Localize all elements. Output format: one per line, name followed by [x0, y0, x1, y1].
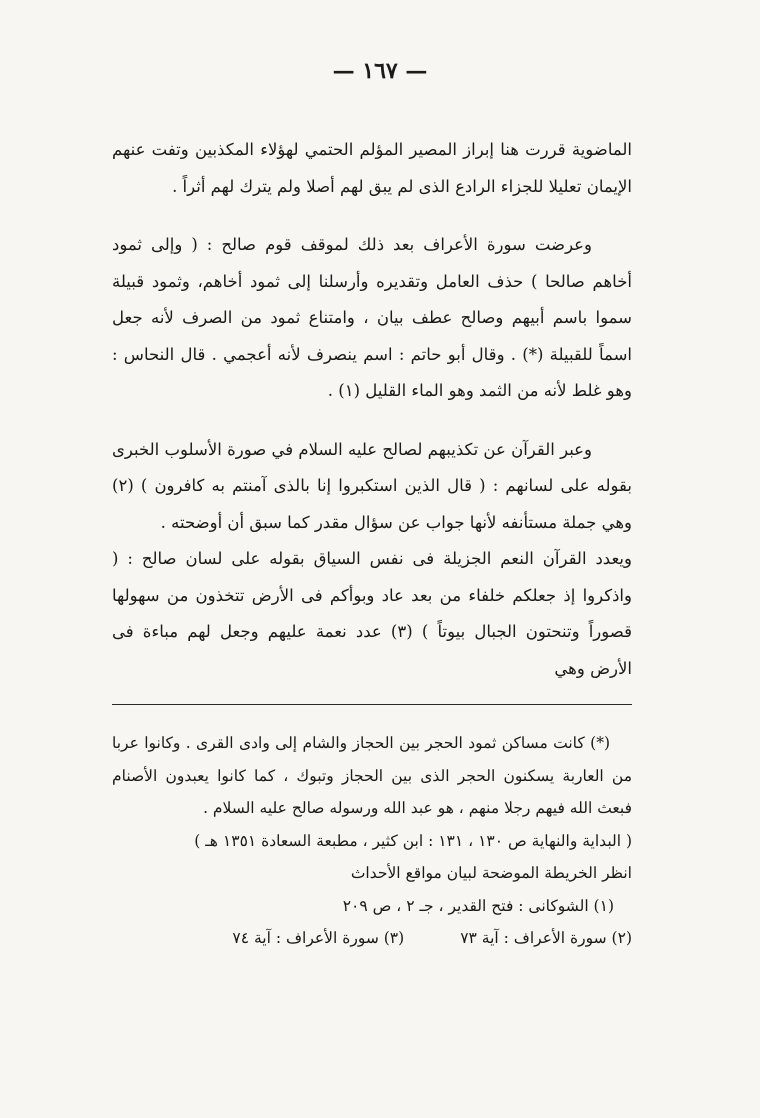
main-text [112, 132, 632, 687]
footnote-star: (*) كانت مساكن ثمود الحجر بين الحجاز والشام إلى وادى القرى . وكانوا عربا من العاربة يسكنون الحجر الذى بين الحجاز وتبوك ، كما كانوا يعبدون الأصنام فبعث الله فيهم رجلا منهم ، هو عبد الله ورسوله صالح عليه السلام . [112, 734, 632, 817]
paragraph-3: وعبر القرآن عن تكذيبهم لصالح عليه السلام في صورة الأسلوب الخبرى بقوله على لسانهم : ( قال الذين استكبروا إنا بالذى آمنتم به كافرون ) (٢) وهي جملة مستأنفه لأنها جواب عن سؤال مقدر كما سبق أن أوضحته . [112, 439, 632, 532]
footnote-2: (٢) سورة الأعراف : آية ٧٣ [460, 929, 632, 947]
paragraph-2: وعرضت سورة الأعراف بعد ذلك لموقف قوم صالح : ( وإلى ثمود أخاهم صالحا ) حذف العامل وتقديره وأرسلنا إلى ثمود أخاهم، وثمود قبيلة سموا باسم أبيهم وصالح عطف بيان ، وامتناع ثمود من الصرف لأنه جعل اسماً للقبيلة (*) . وقال أبو حاتم : اسم ينصرف لأنه أعجمي . قال النحاس : وهو غلط لأنه من الثمد وهو الماء القليل (١) . [112, 235, 632, 400]
footnote-divider [112, 704, 632, 705]
paragraph-1: الماضوية قررت هنا إبراز المصير المؤلم الحتمي لهؤلاء المكذبين وتفت عنهم الإيمان تعليلا للجزاء الرادع الذى لم يبق لهم أصلا ولم يترك لهم أثراً . [112, 140, 632, 196]
paragraph-4: ويعدد القرآن النعم الجزيلة فى نفس السياق بقوله على لسان صالح : ( واذكروا إذ جعلكم خلفاء من بعد عاد وبوأكم فى الأرض تتخذون من سهولها قصوراً وتنحتون الجبال بيوتاً ) (٣) عدد نعمة عليهم وجعل لهم مباءة فى الأرض وهي [112, 549, 632, 678]
page-number: — ١٦٧ — [332, 58, 428, 84]
footnote-star-source: ( البداية والنهاية ص ١٣٠ ، ١٣١ : ابن كثير ، مطبعة السعادة ١٣٥١ هـ ) [194, 831, 632, 850]
footnotes [112, 727, 632, 955]
footnote-1: (١) الشوكانى : فتح القدير ، جـ ٢ ، ص ٢٠٩ [342, 896, 614, 915]
footnote-row [112, 922, 632, 955]
footnote-3: (٣) سورة الأعراف : آية ٧٤ [232, 929, 405, 947]
footnote-map-note: انظر الخريطة الموضحة لبيان مواقع الأحداث [350, 864, 632, 882]
